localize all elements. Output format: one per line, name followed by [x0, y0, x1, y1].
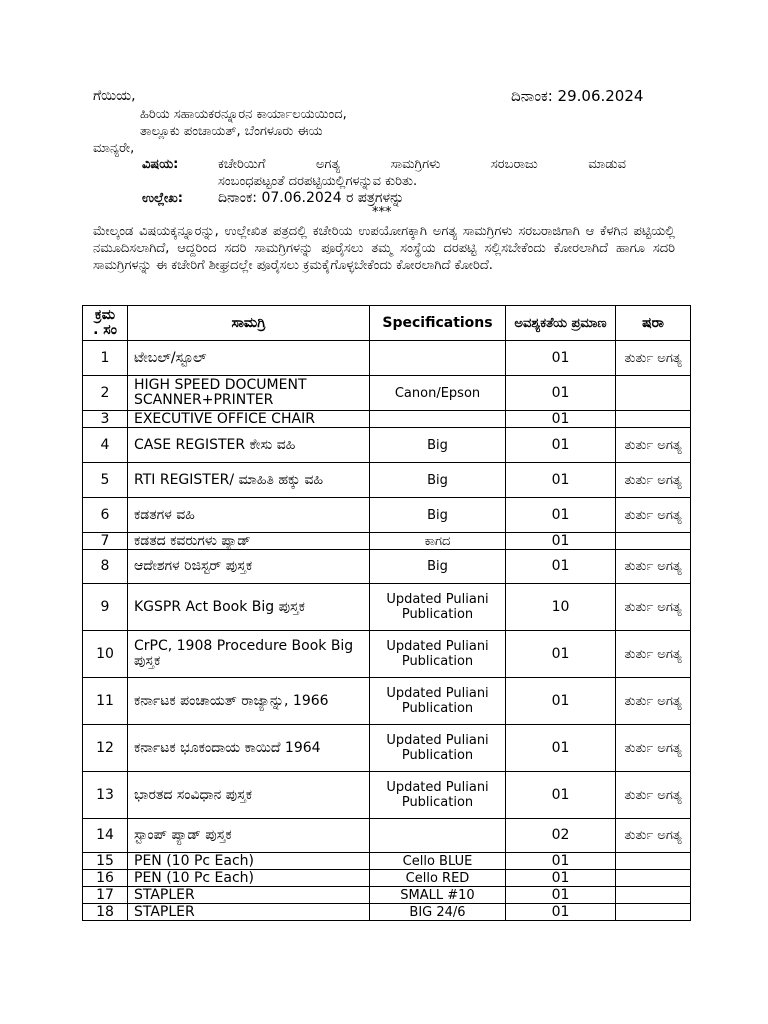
table-row: [83, 819, 691, 853]
cell-qty: 01: [506, 376, 616, 411]
table-row: [83, 550, 691, 584]
table-row: [83, 376, 691, 411]
table-row: [83, 463, 691, 498]
cell-sl: 17: [83, 887, 128, 904]
cell-qty: 01: [506, 631, 616, 678]
cell-spec: Updated Puliani Publication: [370, 631, 506, 678]
cell-remarks: ತುರ್ತು ಅಗತ್ಯ: [616, 428, 691, 463]
cell-spec: [370, 411, 506, 428]
cell-item: PEN (10 Pc Each): [128, 870, 370, 887]
cell-spec: Big: [370, 498, 506, 533]
cell-spec: Cello RED: [370, 870, 506, 887]
table-row: [83, 870, 691, 887]
cell-spec: ಕಾಗದ: [370, 533, 506, 550]
cell-spec: Updated Puliani Publication: [370, 725, 506, 772]
cell-qty: 01: [506, 678, 616, 725]
cell-qty: 01: [506, 904, 616, 921]
cell-spec: BIG 24/6: [370, 904, 506, 921]
table-row: [83, 498, 691, 533]
cell-item: EXECUTIVE OFFICE CHAIR: [128, 411, 370, 428]
cell-sl: 3: [83, 411, 128, 428]
cell-qty: 01: [506, 853, 616, 870]
body-paragraph: ಮೇಲ್ಕಂಡ ವಿಷಯಕ್ಕನ್ನೂರನ್ನು, ಉಲ್ಲೇಖಿತ ಪತ್ರದಲ್ಲಿ ಕಚೇರಿಯ ಉಪಯೋಗಕ್ಕಾಗಿ ಅಗತ್ಯ ಸಾಮಗ್ರಿಗಳು ಸರಬರಾಜಿಗಾಗಿ ಆ ಕೆಳಗಿನ ಪಟ್ಟಿಯಲ್ಲಿ ನಮೂದಿಸಲಾಗಿದೆ, ಆದ್ದರಿಂದ ಸದರಿ ಸಾಮಗ್ರಿಗಳನ್ನು ಪೂರೈಸಲು ತಮ್ಮ ಸಂಸ್ಥೆಯ ದರಪಟ್ಟಿ ಸಲ್ಲಿಸಬೇಕೆಂದು ಕೋರಲಾಗಿದೆ ಹಾಗೂ ಸದರಿ ಸಾಮಗ್ರಿಗಳನ್ನು ಈ ಕಚೇರಿಗೆ ಶೀಘ್ರದಲ್ಲೇ ಪೂರೈಸಲು ಕ್ರಮಕೈಗೊಳ್ಳಬೇಕೆಂದು ಕೋರಲಾಗಿದೆ ಕೋರಿದೆ.: [93, 224, 675, 273]
reference-text: ದಿನಾಂಕ: 07.06.2024 ರ ಪತ್ರಗಳನ್ನು: [218, 190, 405, 206]
cell-remarks: [616, 870, 691, 887]
cell-sl: 2: [83, 376, 128, 411]
cell-remarks: ತುರ್ತು ಅಗತ್ಯ: [616, 341, 691, 376]
table-row: [83, 904, 691, 921]
cell-qty: 01: [506, 411, 616, 428]
table-row: [83, 853, 691, 870]
cell-item: ಕಡತಗಳ ವಹಿ: [128, 498, 370, 533]
header-sl-line-1: ಕ್ರಮ: [94, 307, 116, 323]
cell-sl: 11: [83, 678, 128, 725]
header-item: ಸಾಮಗ್ರಿ: [128, 306, 370, 341]
cell-spec: Big: [370, 463, 506, 498]
table-row: [83, 631, 691, 678]
cell-sl: 18: [83, 904, 128, 921]
cell-sl: 12: [83, 725, 128, 772]
cell-qty: 01: [506, 550, 616, 584]
cell-item: CASE REGISTER ಕೇಸು ವಹಿ: [128, 428, 370, 463]
cell-item: ಕಡತದ ಕವರುಗಳು ಪ್ಯಾಡ್: [128, 533, 370, 550]
cell-item: ಸ್ಟಾಂಪ್ ಪ್ಯಾಡ್ ಪುಸ್ತಕ: [128, 819, 370, 853]
cell-sl: 4: [83, 428, 128, 463]
cell-remarks: ತುರ್ತು ಅಗತ್ಯ: [616, 550, 691, 584]
recipient-line-1: ಹಿರಿಯ ಸಹಾಯಕರನ್ನೂರನ ಕಾರ್ಯಾಲಯಯಿಂದ,: [140, 107, 347, 122]
cell-sl: 7: [83, 533, 128, 550]
cell-sl: 13: [83, 772, 128, 819]
cell-qty: 01: [506, 533, 616, 550]
cell-remarks: ತುರ್ತು ಅಗತ್ಯ: [616, 498, 691, 533]
header-sl-line-2: . ಸಂ: [93, 322, 117, 338]
cell-item: STAPLER: [128, 887, 370, 904]
cell-sl: 16: [83, 870, 128, 887]
table-row: [83, 887, 691, 904]
table-row: [83, 678, 691, 725]
cell-spec: Canon/Epson: [370, 376, 506, 411]
cell-qty: 01: [506, 428, 616, 463]
cell-item: ಟೇಬಲ್/ಸ್ಟೂಲ್: [128, 341, 370, 376]
header-specifications: Specifications: [370, 306, 506, 341]
cell-sl: 6: [83, 498, 128, 533]
header-sl-no: [83, 306, 128, 341]
cell-qty: 02: [506, 819, 616, 853]
cell-sl: 14: [83, 819, 128, 853]
cell-spec: Updated Puliani Publication: [370, 772, 506, 819]
cell-sl: 10: [83, 631, 128, 678]
cell-qty: 01: [506, 870, 616, 887]
cell-item: ಭಾರತದ ಸಂವಿಧಾನ ಪುಸ್ತಕ: [128, 772, 370, 819]
separator: ***: [372, 205, 392, 220]
table-row: [83, 533, 691, 550]
cell-remarks: [616, 853, 691, 870]
cell-qty: 01: [506, 341, 616, 376]
cell-sl: 5: [83, 463, 128, 498]
cell-item: KGSPR Act Book Big ಪುಸ್ತಕ: [128, 584, 370, 631]
cell-qty: 01: [506, 772, 616, 819]
table-row: [83, 772, 691, 819]
items-table: [82, 305, 691, 921]
cell-remarks: [616, 904, 691, 921]
cell-remarks: ತುರ್ತು ಅಗತ್ಯ: [616, 772, 691, 819]
cell-sl: 1: [83, 341, 128, 376]
cell-qty: 01: [506, 887, 616, 904]
cell-item: STAPLER: [128, 904, 370, 921]
cell-item: ಕರ್ನಾಟಕ ಭೂಕಂದಾಯ ಕಾಯಿದೆ 1964: [128, 725, 370, 772]
cell-sl: 15: [83, 853, 128, 870]
cell-spec: SMALL #10: [370, 887, 506, 904]
cell-item: ಕರ್ನಾಟಕ ಪಂಚಾಯತ್ ರಾಜ್ಯಾನ್ನು, 1966: [128, 678, 370, 725]
cell-remarks: [616, 376, 691, 411]
table-row: [83, 428, 691, 463]
table-header-row: [83, 306, 691, 341]
cell-spec: Big: [370, 550, 506, 584]
cell-spec: [370, 341, 506, 376]
header-quantity: ಅವಶ್ಯಕತೆಯ ಪ್ರಮಾಣ: [506, 306, 616, 341]
cell-remarks: [616, 887, 691, 904]
table-row: [83, 725, 691, 772]
cell-qty: 01: [506, 498, 616, 533]
table-row: [83, 411, 691, 428]
cell-spec: Updated Puliani Publication: [370, 584, 506, 631]
cell-sl: 9: [83, 584, 128, 631]
letter-date: ದಿನಾಂಕ: 29.06.2024: [511, 87, 644, 105]
salutation: ಮಾನ್ಯರೇ,: [93, 141, 135, 156]
cell-spec: Big: [370, 428, 506, 463]
cell-qty: 01: [506, 463, 616, 498]
cell-remarks: ತುರ್ತು ಅಗತ್ಯ: [616, 463, 691, 498]
subject-label: ವಿಷಯ:: [142, 157, 179, 172]
cell-item: ಆದೇಶಗಳ ರಿಜಿಸ್ಟರ್ ಪುಸ್ತಕ: [128, 550, 370, 584]
cell-remarks: ತುರ್ತು ಅಗತ್ಯ: [616, 725, 691, 772]
header-remarks: ಷರಾ: [616, 306, 691, 341]
cell-item: CrPC, 1908 Procedure Book Big ಪುಸ್ತಕ: [128, 631, 370, 678]
cell-remarks: ತುರ್ತು ಅಗತ್ಯ: [616, 584, 691, 631]
table-row: [83, 584, 691, 631]
cell-qty: 01: [506, 725, 616, 772]
recipient-line-2: ತಾಲ್ಲೂಕು ಪಂಚಾಯತ್, ಬೆಂಗಳೂರು ಈಯ: [140, 124, 323, 139]
cell-remarks: ತುರ್ತು ಅಗತ್ಯ: [616, 631, 691, 678]
cell-remarks: [616, 533, 691, 550]
table-row: [83, 341, 691, 376]
cell-remarks: [616, 411, 691, 428]
to-label: ಗೆಯಿಯ,: [93, 88, 136, 104]
reference-label: ಉಲ್ಲೇಖ:: [142, 191, 183, 206]
cell-remarks: ತುರ್ತು ಅಗತ್ಯ: [616, 678, 691, 725]
subject-line-1: ಕಚೇರಿಯಿಗೆ ಅಗತ್ಯ ಸಾಮಗ್ರಿಗಳು ಸರಬರಾಜು ಮಾಡುವ: [218, 157, 626, 172]
cell-sl: 8: [83, 550, 128, 584]
cell-remarks: ತುರ್ತು ಅಗತ್ಯ: [616, 819, 691, 853]
cell-qty: 10: [506, 584, 616, 631]
cell-item: HIGH SPEED DOCUMENT SCANNER+PRINTER: [128, 376, 370, 411]
cell-spec: Cello BLUE: [370, 853, 506, 870]
cell-spec: Updated Puliani Publication: [370, 678, 506, 725]
cell-spec: [370, 819, 506, 853]
cell-item: PEN (10 Pc Each): [128, 853, 370, 870]
subject-line-2: ಸಂಬಂಧಪಟ್ಟಂತೆ ದರಪಟ್ಟಿಯಲ್ಲಿಗಳನ್ನುವ ಕುರಿತು.: [218, 174, 418, 189]
cell-item: RTI REGISTER/ ಮಾಹಿತಿ ಹಕ್ಕು ವಹಿ: [128, 463, 370, 498]
